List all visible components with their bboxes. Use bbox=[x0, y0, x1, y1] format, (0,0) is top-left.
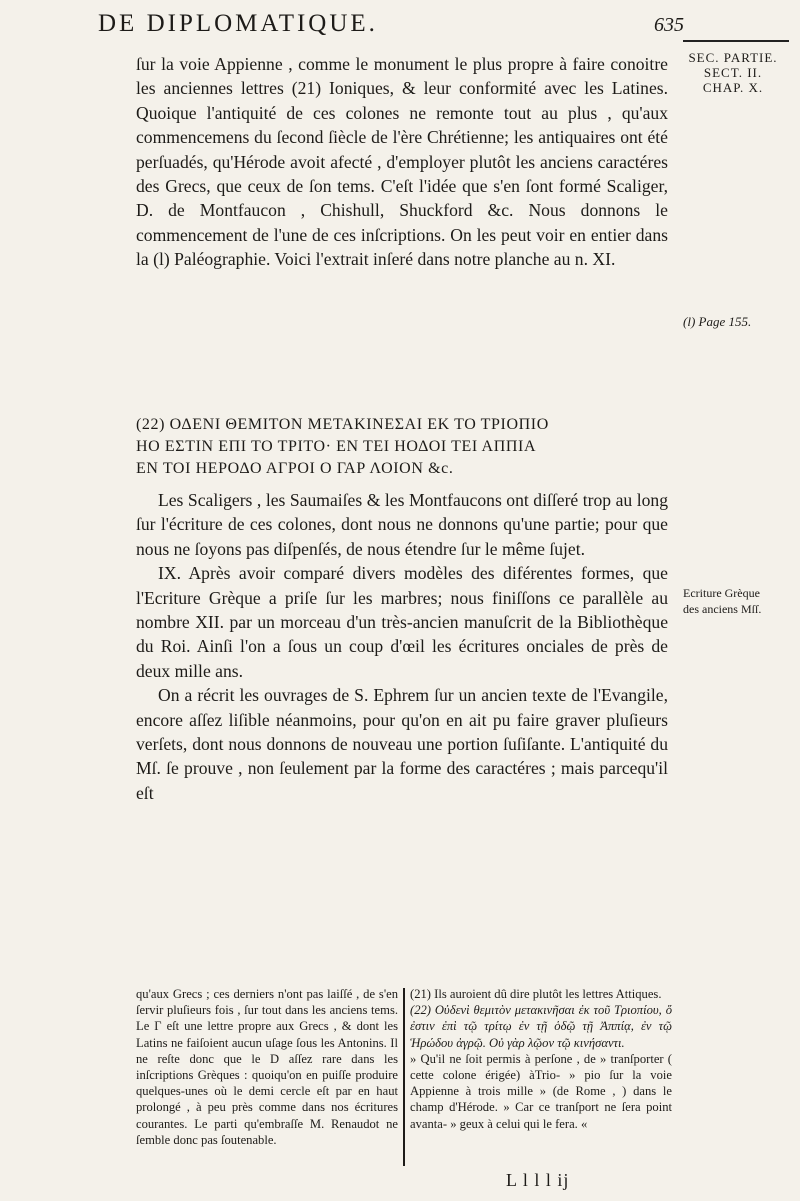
sidebar-margin-note bbox=[683, 585, 798, 617]
greek-inscription-line: ΗΟ ΕΣΤΙΝ ΕΠΙ ΤΟ ΤΡΙΤΟ· ΕΝ ΤΕΙ ΗΟΔΟΙ ΤΕΙ ΑΠΠΙΑ bbox=[136, 438, 537, 455]
footnote-quote: » Qu'il ne ſoit permis à perſone , de » tranſporter ( cette colone érigée) àTrio- » pio ſur la voie Appienne à trois mille » (de Rome , ) dans le champ d'Hérode. » Car ce tranſport ne ſera point avanta- » geux à celui qui le fera. « bbox=[410, 1051, 672, 1131]
paragraph-text: IX. Après avoir comparé divers modèles des diférentes formes, que l'Ecriture Grèque a priſe ſur les marbres; nous finiſſons ce parallèle au nombre XII. par un morceau d'un très-ancien manuſcrit de la Bibliothèque du Roi. Ainſi l'on a ſous un coup d'œil les écritures onciales de près de deux mille ans. bbox=[136, 563, 668, 681]
footnote-left bbox=[136, 986, 398, 1148]
greek-inscription-line: (22) ΟΔΕΝΙ ΘΕΜΙΤΟΝ ΜΕΤΑΚΙΝΕΣΑΙ ΕΚ ΤΟ ΤΡΙΟΠΙΟ bbox=[136, 416, 549, 433]
signature-mark: L l l l ij bbox=[506, 1170, 570, 1190]
greek-inscription bbox=[136, 414, 676, 480]
sidebar-section-line: SEC. PARTIE. bbox=[688, 50, 778, 65]
sidebar-page-ref: (l) Page 155. bbox=[683, 314, 752, 329]
column-divider bbox=[403, 988, 405, 1166]
sidebar-section-line: CHAP. X. bbox=[702, 80, 764, 95]
greek-inscription-line: ΕΝ ΤΟΙ ΗΕΡΟΔΟ ΑΓΡΟΙ Ο ΓΑΡ ΛΟΙΟΝ &c. bbox=[136, 460, 454, 477]
sidebar-section-line: SECT. II. bbox=[703, 65, 763, 80]
sidebar-rule bbox=[683, 40, 789, 42]
sidebar-note-line: Ecriture Grèque bbox=[683, 586, 760, 600]
page-number: 635 bbox=[654, 14, 684, 36]
paragraph-text: On a récrit les ouvrages de S. Ephrem ſur un ancien texte de l'Evangile, encore aſſez liſible néanmoins, pour qu'on en ait pu faire graver pluſieurs verſets, dont nous donnons de nouveau une portion ſuſiſante. L'antiquité du Mſ. ſe prouve , non ſeulement par la forme des caractéres ; mais parcequ'il eſt bbox=[136, 685, 668, 803]
footnote-22-greek: (22) Οὐδενὶ θεμιτὸν μετακινῆσαι ἐκ τοῦ Τριοπίου, ὅ ἐστιν ἐπὶ τῷ τρίτῳ ἐν τῇ ὁδῷ τῇ Ἀππίᾳ, ἐν τῷ Ἡρώδου ἀγρῷ. Οὐ γὰρ λῷον τῷ κινήσαντι. bbox=[410, 1003, 672, 1050]
sidebar-note-line: des anciens Mſſ. bbox=[683, 602, 762, 616]
paragraph-text: Les Scaligers , les Saumaiſes & les Montfaucons ont diſſeré trop au long ſur l'écriture de ces colones, dont nous ne donnons qu'une partie; pour que nous ne ſoyons pas diſpenſés, de nous étendre ſur le même ſujet. bbox=[136, 490, 668, 559]
footnote-text: qu'aux Grecs ; ces derniers n'ont pas laiſſé , de s'en ſervir pluſieurs fois , ſur tout dans les anciens tems. Le Γ eſt une lettre propre aux Grecs , & dont les Latins ne faiſoient aucun uſage ſous les Antonins. Il ne reſte donc que le D aſſez rare dans les inſcriptions Grèques : quoiqu'on en puiſſe produire quelques-unes où le demi cercle eſt par en haut prolongé , à peu près comme dans nos écritures courantes. Le parti qu'embraſſe M. Renaudot ne ſemble donc pas ſoutenable. bbox=[136, 987, 398, 1147]
running-title: DE DIPLOMATIQUE. bbox=[98, 10, 378, 37]
paragraph-text: ſur la voie Appienne , comme le monument le plus propre à faire conoitre les anciennes lettres (21) Ioniques, & leur conformité avec les Latines. Quoique l'antiquité de ces colones ne remonte tout au plus , qu'aux commencemens du ſecond ſiècle de l'ère Chrétienne; les antiquaires ont été perſuadés, qu'Hérode avoit afecté , d'employer plutôt les anciens caractéres des Grecs, que ceux de ſon tems. C'eſt l'idée que s'en ſont formé Scaliger, D. de Montfaucon , Chishull, Shuckford &c. Nous donnons le commencement de l'une de ces inſcriptions. On les peut voir en entier dans la (l) Paléographie. Voici l'extrait inſeré dans notre planche au n. XI. bbox=[136, 54, 668, 270]
footnote-right bbox=[410, 986, 672, 1132]
main-paragraph-2 bbox=[136, 488, 668, 805]
sidebar-section bbox=[683, 50, 783, 95]
footnote-21: (21) Ils auroient dû dire plutôt les lettres Attiques. bbox=[410, 987, 662, 1001]
main-paragraph-1 bbox=[136, 52, 668, 272]
